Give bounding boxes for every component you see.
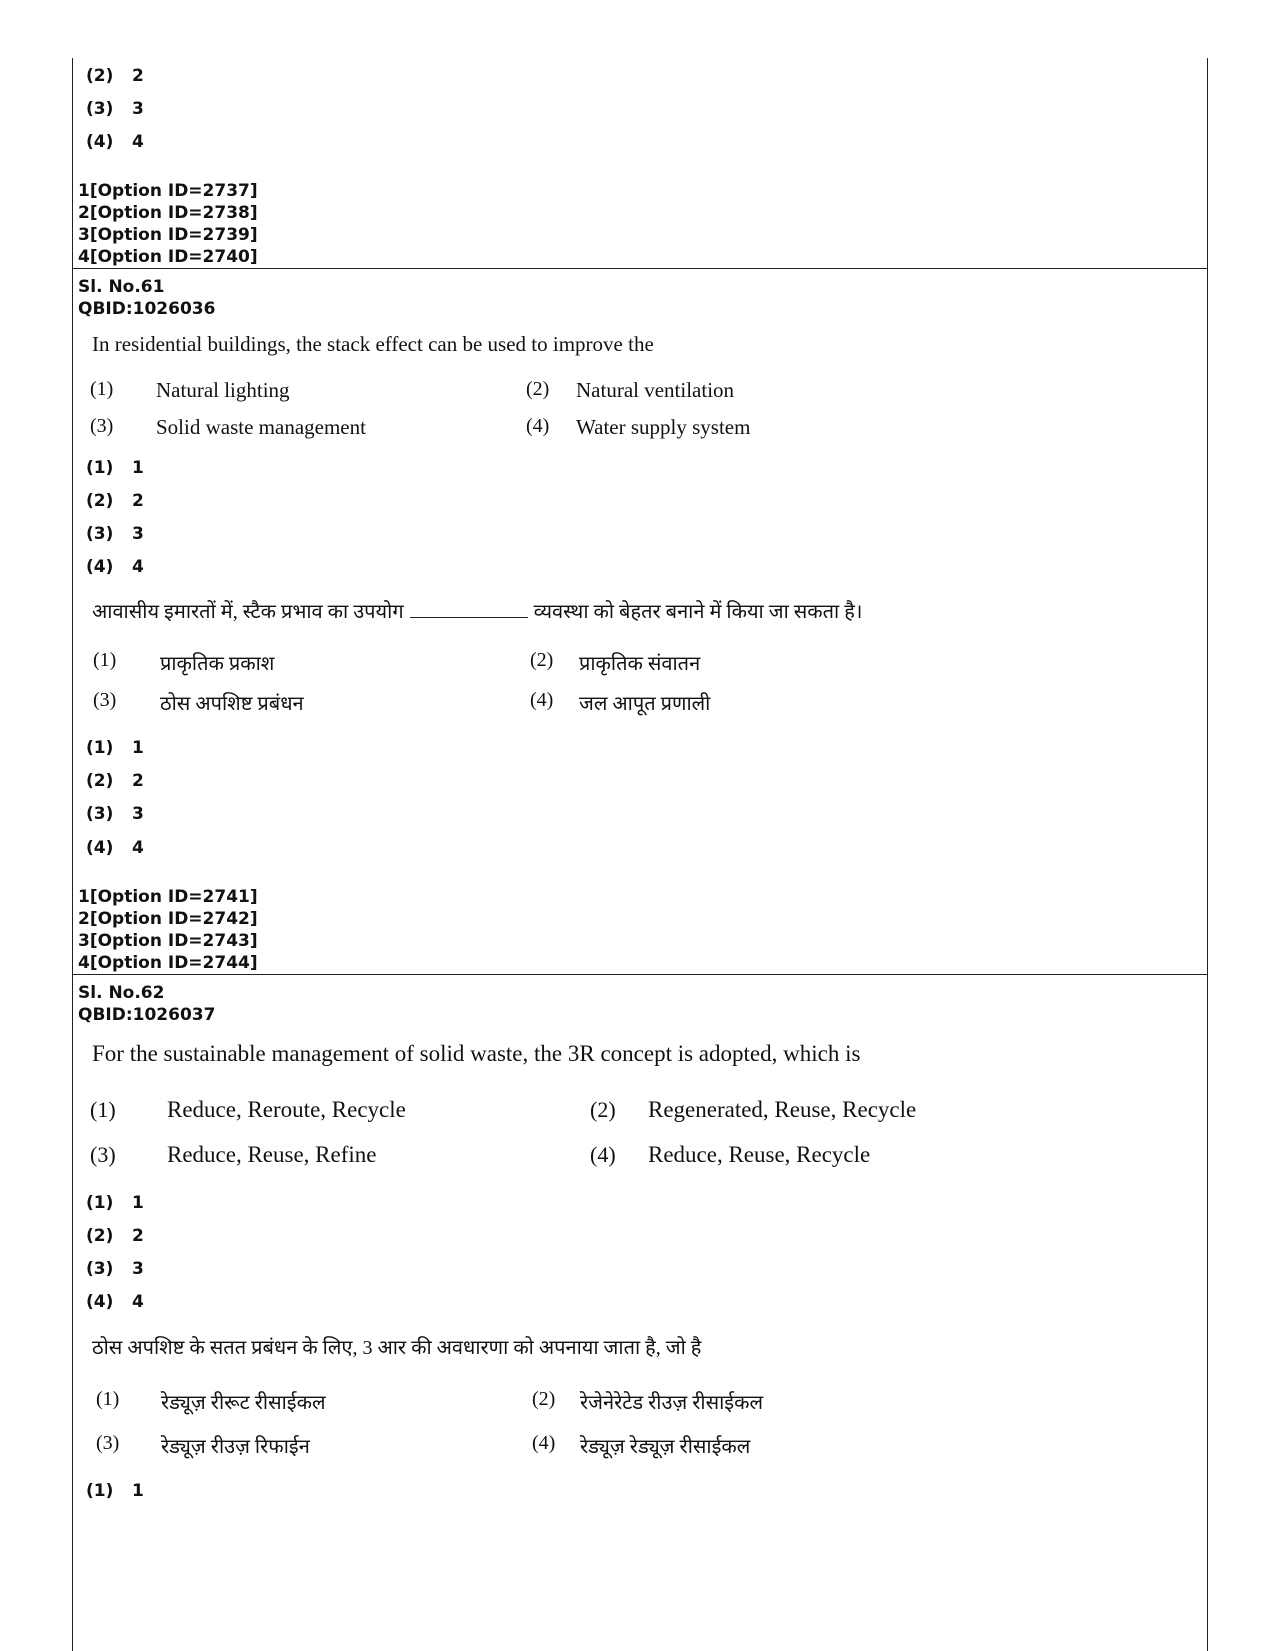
question-meta [78, 276, 215, 320]
option-number: (1) [96, 1388, 120, 1410]
option-id: 3[Option ID=2743] [78, 931, 258, 951]
answer-option[interactable]: (2) 2 [86, 491, 144, 511]
serial-number: Sl. No.62 [78, 983, 165, 1003]
option-id: 2[Option ID=2742] [78, 909, 258, 929]
answer-option[interactable]: (2) 2 [86, 1226, 144, 1246]
answer-option[interactable]: (4) 4 [86, 1292, 144, 1312]
option-number: (3) [93, 689, 117, 711]
option-text-hi: रेजेनेरेटेड रीउज़ रीसाईकल [580, 1392, 764, 1414]
option-id: 1[Option ID=2737] [78, 181, 258, 201]
answer-option[interactable]: (3) 3 [86, 804, 144, 824]
option-text-hi: रेड्यूज़ रीउज़ रिफाईन [161, 1436, 310, 1458]
option-id: 2[Option ID=2738] [78, 203, 258, 223]
option-number: (2) [590, 1097, 616, 1122]
option-text-hi: ठोस अपशिष्ट प्रबंधन [160, 693, 304, 715]
option-text-hi: रेड्यूज़ रेड्यूज़ रीसाईकल [580, 1436, 751, 1458]
option-number: (2) [526, 378, 550, 400]
option-text-en: Reduce, Reuse, Refine [167, 1142, 377, 1167]
option-text-en: Reduce, Reroute, Recycle [167, 1097, 406, 1122]
serial-number: Sl. No.61 [78, 277, 165, 297]
answer-option[interactable]: (4) 4 [86, 132, 144, 152]
option-text-en: Reduce, Reuse, Recycle [648, 1142, 871, 1167]
question-text-hi: ठोस अपशिष्ट के सतत प्रबंधन के लिए, 3 आर की अवधारणा को अपनाया जाता है, जो है [92, 1337, 702, 1359]
option-text-en: Water supply system [576, 415, 751, 439]
answer-option[interactable]: (1) 1 [86, 458, 144, 478]
question-text-hi: आवासीय इमारतों में, स्टैक प्रभाव का उपयोग व्यवस्था को बेहतर बनाने में किया जा सकता है। [92, 601, 863, 623]
answer-option[interactable]: (2) 2 [86, 66, 144, 86]
option-text-hi: जल आपूत प्रणाली [579, 693, 711, 715]
option-text-hi: प्राकृतिक संवातन [579, 653, 701, 675]
question-meta [78, 982, 215, 1026]
option-id-list [78, 886, 258, 974]
answer-option[interactable]: (1) 1 [86, 1193, 144, 1213]
question-divider [72, 268, 1208, 269]
option-id: 4[Option ID=2744] [78, 953, 258, 973]
option-number: (3) [90, 415, 114, 437]
answer-option[interactable]: (4) 4 [86, 557, 144, 577]
answer-option[interactable]: (3) 3 [86, 1259, 144, 1279]
option-text-en: Natural ventilation [576, 378, 735, 402]
option-text-en: Regenerated, Reuse, Recycle [648, 1097, 917, 1122]
option-id: 4[Option ID=2740] [78, 247, 258, 267]
answer-option[interactable]: (3) 3 [86, 99, 144, 119]
option-number: (1) [90, 1097, 116, 1122]
option-number: (4) [530, 689, 554, 711]
fill-blank [410, 599, 528, 618]
qbid: QBID:1026037 [78, 1005, 216, 1025]
option-text-hi: रेड्यूज़ रीरूट रीसाईकल [161, 1392, 326, 1414]
option-number: (2) [532, 1388, 556, 1410]
option-id: 3[Option ID=2739] [78, 225, 258, 245]
qbid: QBID:1026036 [78, 299, 216, 319]
option-number: (2) [530, 649, 554, 671]
option-number: (1) [90, 378, 114, 400]
answer-option[interactable]: (1) 1 [86, 738, 144, 758]
option-number: (3) [90, 1142, 116, 1167]
option-number: (1) [93, 649, 117, 671]
option-number: (4) [590, 1142, 616, 1167]
option-number: (3) [96, 1432, 120, 1454]
option-text-hi: प्राकृतिक प्रकाश [160, 653, 275, 675]
option-text-en: Natural lighting [156, 378, 290, 402]
option-number: (4) [526, 415, 550, 437]
answer-option[interactable]: (3) 3 [86, 524, 144, 544]
answer-option[interactable]: (2) 2 [86, 771, 144, 791]
question-divider [72, 974, 1208, 975]
answer-option[interactable]: (4) 4 [86, 838, 144, 858]
option-text-en: Solid waste management [156, 415, 366, 439]
answer-option[interactable]: (1) 1 [86, 1481, 144, 1501]
option-number: (4) [532, 1432, 556, 1454]
question-text-en: For the sustainable management of solid waste, the 3R concept is adopted, which is [92, 1041, 861, 1066]
question-text-en: In residential buildings, the stack effect can be used to improve the [92, 332, 654, 356]
option-id-list [78, 180, 258, 268]
option-id: 1[Option ID=2741] [78, 887, 258, 907]
